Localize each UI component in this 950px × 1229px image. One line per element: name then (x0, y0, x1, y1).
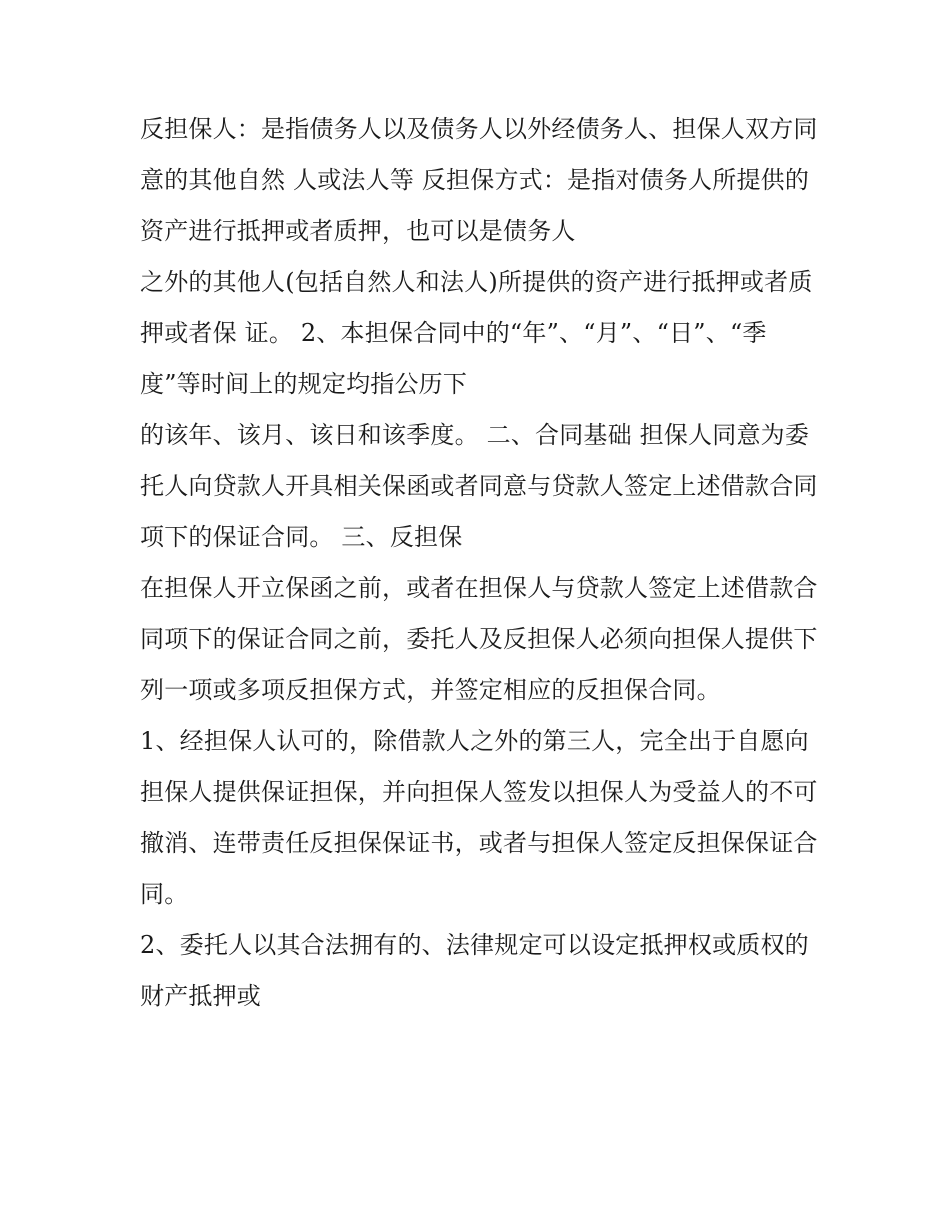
paragraph-time-definition: 之外的其他人(包括自然人和法人)所提供的资产进行抵押或者质押或者保 证。 2、本担保合同中的“年”、“月”、“日”、“季度”等时间上的规定均指公历下 (140, 268, 813, 398)
paragraph-counter-guarantee-requirement: 在担保人开立保函之前，或者在担保人与贷款人签定上述借款合同项下的保证合同之前，委托人及反担保人必须向担保人提供下列一项或多项反担保方式，并签定相应的反担保合同。 (140, 574, 818, 704)
paragraph-counter-guarantor-definition: 反担保人：是指债务人以及债务人以外经债务人、担保人双方同意的其他自然 人或法人等 反担保方式：是指对债务人所提供的资产进行抵押或者质押，也可以是债务人 (140, 115, 818, 245)
paragraph-contract-basis: 的该年、该月、该日和该季度。 二、合同基础 担保人同意为委托人向贷款人开具相关保函或者同意与贷款人签定上述借款合同项下的保证合同。 三、反担保 (140, 421, 818, 551)
document-body (140, 104, 820, 1022)
paragraph-item-1: 1、经担保人认可的，除借款人之外的第三人，完全出于自愿向担保人提供保证担保，并向担保人签发以担保人为受益人的不可撤消、连带责任反担保保证书，或者与担保人签定反担保保证合同。 (140, 727, 818, 908)
paragraph-item-2: 2、委托人以其合法拥有的、法律规定可以设定抵押权或质权的财产抵押或 (140, 931, 809, 1010)
